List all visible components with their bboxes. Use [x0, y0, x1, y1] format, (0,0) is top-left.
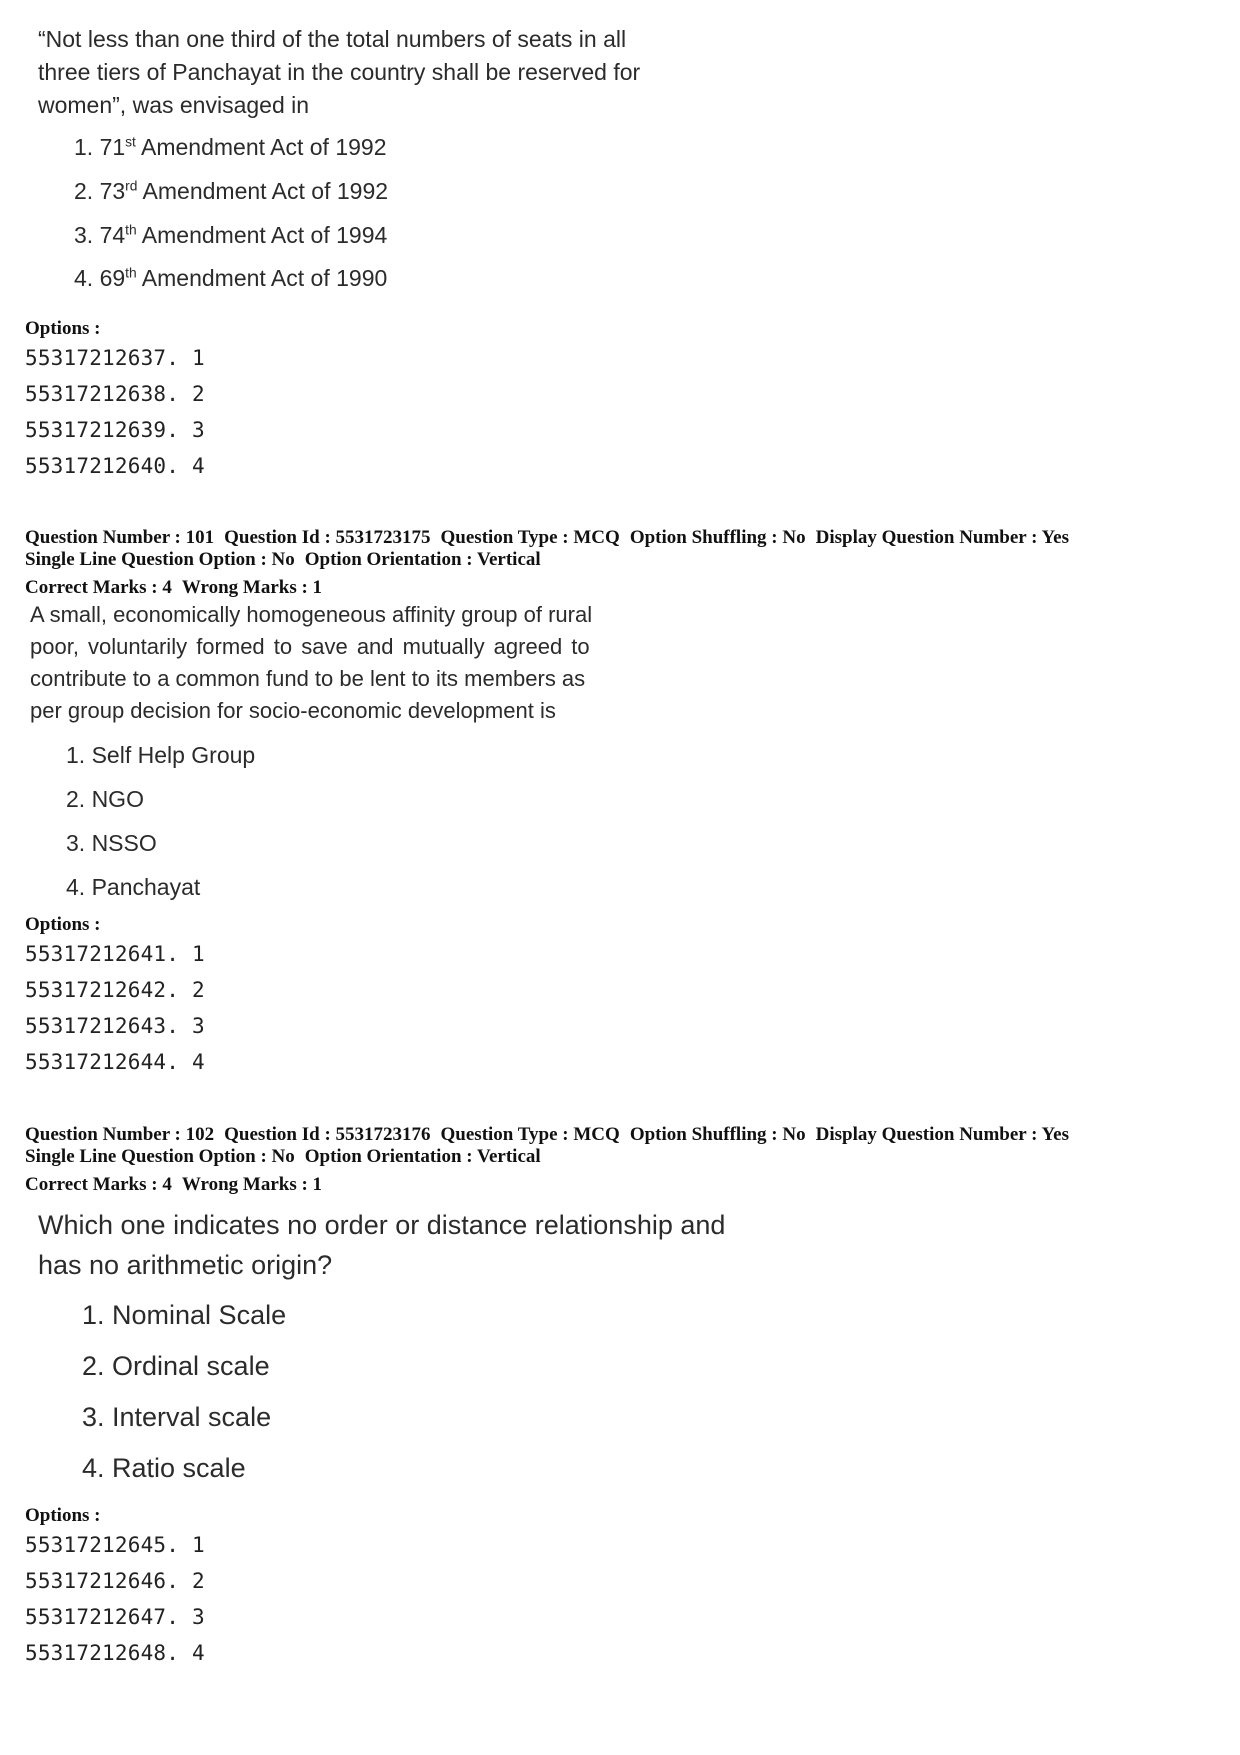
stem-line: poor, voluntarily formed to save and mutually agreed to [30, 634, 590, 659]
choice-item: 2. Ordinal scale [82, 1351, 270, 1381]
option-id: 55317212641. 1 [25, 942, 205, 966]
stem-line: Which one indicates no order or distance relationship and [38, 1210, 726, 1240]
stem-line: per group decision for socio-economic development is [30, 698, 556, 723]
choice-item: 2. NGO [66, 786, 144, 812]
marks-line: Correct Marks : 4 Wrong Marks : 1 [25, 1174, 323, 1195]
choice-item: 1. Nominal Scale [82, 1300, 287, 1330]
option-id: 55317212646. 2 [25, 1569, 205, 1593]
options-label: Options : [25, 1505, 101, 1526]
question-meta-line: Question Number : 101 Question Id : 5531723175 Question Type : MCQ Option Shuffling : No Display Question Number : Yes [25, 527, 1069, 548]
choice-item: 4. Ratio scale [82, 1453, 246, 1483]
choice-item: 1. 71st Amendment Act of 1992 [74, 134, 387, 160]
stem-line: women”, was envisaged in [38, 92, 310, 118]
option-id: 55317212638. 2 [25, 382, 205, 406]
options-label: Options : [25, 318, 101, 339]
option-id: 55317212642. 2 [25, 978, 205, 1002]
marks-line: Correct Marks : 4 Wrong Marks : 1 [25, 577, 323, 598]
option-id: 55317212639. 3 [25, 418, 205, 442]
stem-line: A small, economically homogeneous affinity group of rural [30, 602, 593, 627]
option-id: 55317212648. 4 [25, 1641, 205, 1665]
option-id: 55317212637. 1 [25, 346, 205, 370]
question-meta-line: Question Number : 102 Question Id : 5531723176 Question Type : MCQ Option Shuffling : No Display Question Number : Yes [25, 1124, 1069, 1145]
option-id: 55317212640. 4 [25, 454, 205, 478]
stem-line: contribute to a common fund to be lent to its members as [30, 666, 586, 691]
stem-line: has no arithmetic origin? [38, 1250, 333, 1280]
option-id: 55317212644. 4 [25, 1050, 205, 1074]
choice-item: 1. Self Help Group [66, 742, 256, 768]
option-id: 55317212647. 3 [25, 1605, 205, 1629]
option-id: 55317212645. 1 [25, 1533, 205, 1557]
choice-item: 3. 74th Amendment Act of 1994 [74, 222, 388, 248]
option-id: 55317212643. 3 [25, 1014, 205, 1038]
options-label: Options : [25, 914, 101, 935]
choice-item: 4. 69th Amendment Act of 1990 [74, 265, 388, 291]
stem-line: three tiers of Panchayat in the country shall be reserved for [38, 59, 641, 85]
choice-item: 3. NSSO [66, 830, 157, 856]
stem-line: “Not less than one third of the total numbers of seats in all [38, 26, 627, 52]
question-meta-line: Single Line Question Option : No Option Orientation : Vertical [25, 1146, 541, 1167]
question-meta-line: Single Line Question Option : No Option Orientation : Vertical [25, 549, 541, 570]
choice-item: 2. 73rd Amendment Act of 1992 [74, 178, 389, 204]
choice-item: 4. Panchayat [66, 874, 201, 900]
choice-item: 3. Interval scale [82, 1402, 272, 1432]
